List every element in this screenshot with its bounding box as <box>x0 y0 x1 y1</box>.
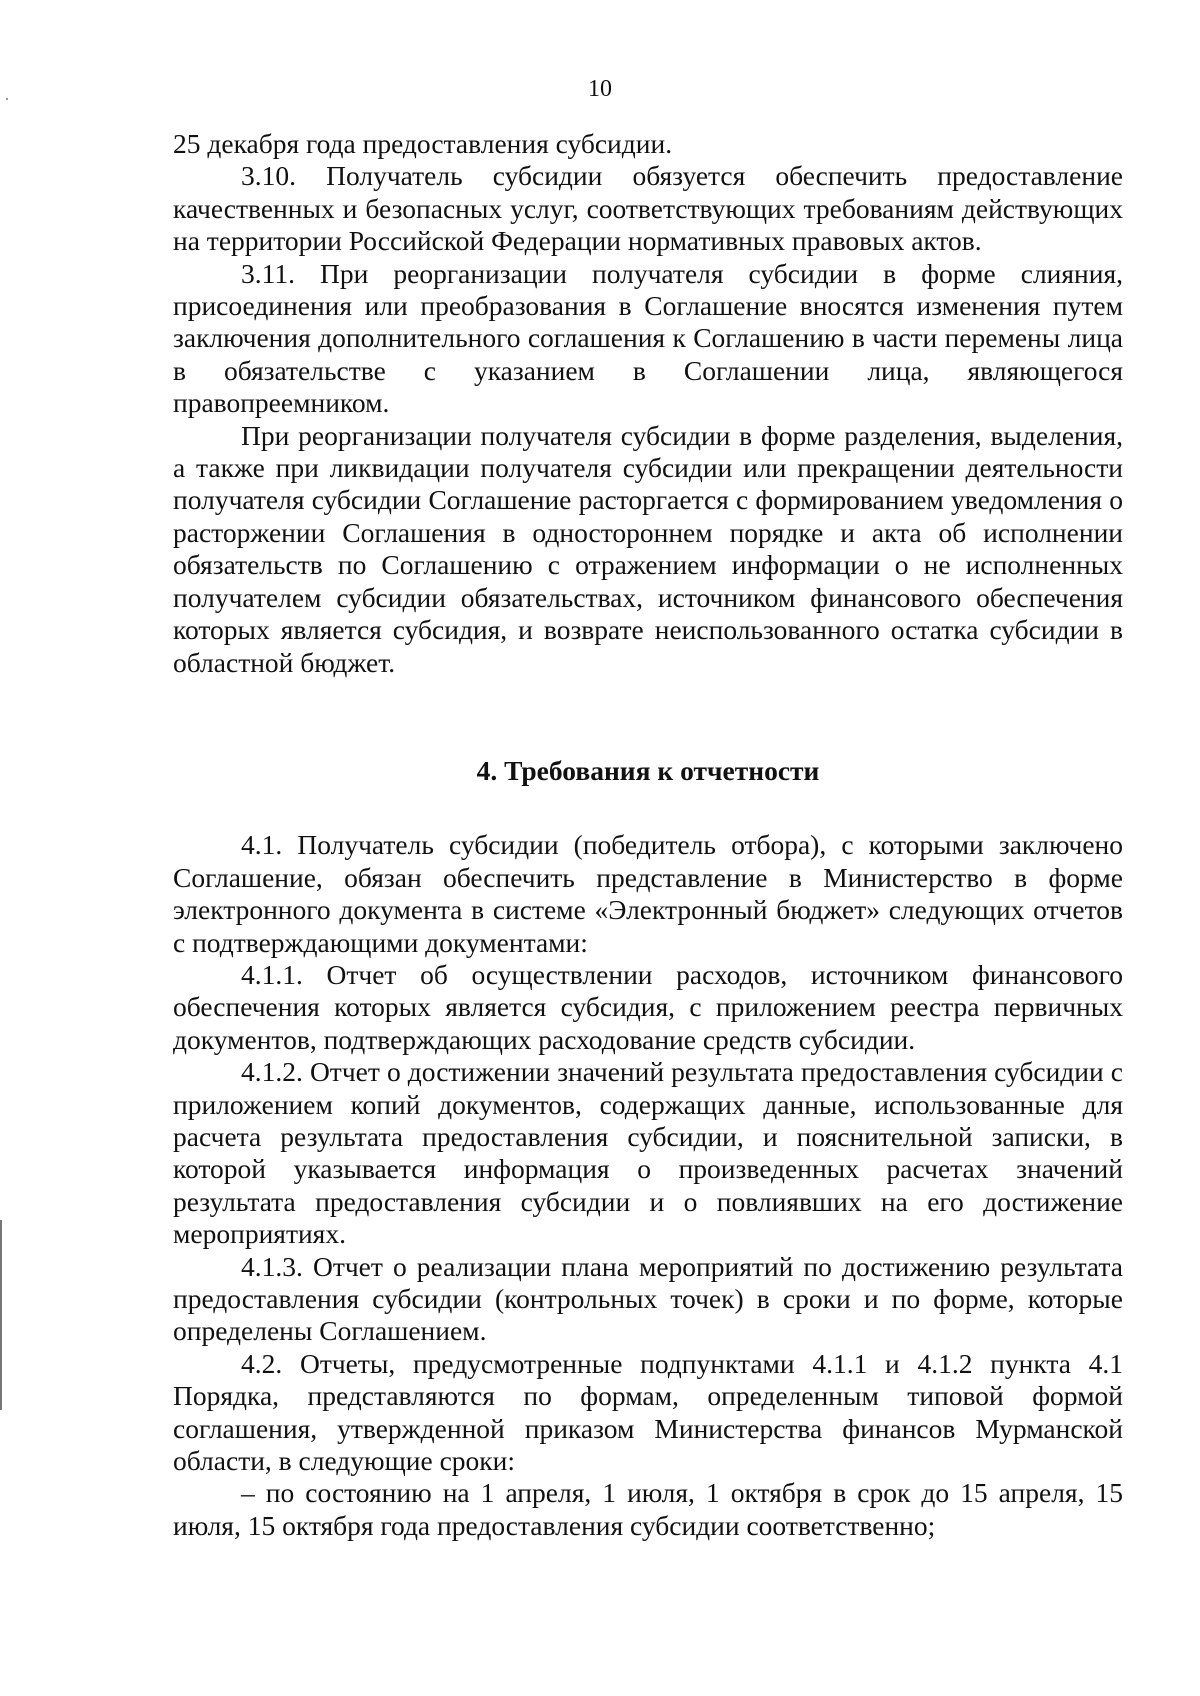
paragraph-4-2: 4.2. Отчеты, предусмотренные подпунктами 4.1.1 и 4.1.2 пункта 4.1 Порядка, представляются по формам, определенным типовой формой соглашения, утвержденной приказом Министерства финансов Мурманской области, в следующие сроки: <box>173 1347 1123 1477</box>
section-heading: 4. Требования к отчетности <box>476 754 820 786</box>
paragraph-reorganization: При реорганизации получателя субсидии в форме разделения, выделения, а также при ликвидации получателя субсидии или прекращении деятельности получателя субсидии Соглашение расторгается с формированием уведомления о расторжении Соглашения в одностороннем порядке и акта об исполнении обязательств по Соглашению с отражением информации о не исполненных получателем субсидии обязательствах, источником финансового обеспечения которых является субсидия, и возврате неиспользованного остатка субсидии в областной бюджет. <box>173 419 1123 678</box>
scan-artifact <box>0 1220 2 1410</box>
paragraph-4-1-2: 4.1.2. Отчет о достижении значений результата предоставления субсидии с приложением копий документов, содержащих данные, использованные для расчета результата предоставления субсидии, и пояснительной записки, в которой указывается информация о произведенных расчетах значений результата предоставления субсидии и о повлиявших на его достижение мероприятиях. <box>173 1056 1123 1250</box>
paragraph-deadlines: – по состоянию на 1 апреля, 1 июля, 1 октября в срок до 15 апреля, 15 июля, 15 октября года предоставления субсидии соответственно; <box>173 1477 1123 1541</box>
paragraph-3-11: 3.11. При реорганизации получателя субсидии в форме слияния, присоединения или преобразования в Соглашение вносятся изменения путем заключения дополнительного соглашения к Соглашению в части перемены лица в обязательстве с указанием в Соглашении лица, являющегося правопреемником. <box>173 257 1123 419</box>
page-number: 10 <box>588 76 612 102</box>
paragraph-3-10: 3.10. Получатель субсидии обязуется обеспечить предоставление качественных и безопасных услуг, соответствующих требованиям действующих на территории Российской Федерации нормативных правовых актов. <box>173 160 1123 257</box>
paragraph-4-1-1: 4.1.1. Отчет об осуществлении расходов, источником финансового обеспечения которых является субсидия, с приложением реестра первичных документов, подтверждающих расходование средств субсидии. <box>173 958 1123 1055</box>
paragraph-4-1: 4.1. Получатель субсидии (победитель отбора), с которыми заключено Соглашение, обязан обеспечить представление в Министерство в форме электронного документа в системе «Электронный бюджет» следующих отчетов с подтверждающими документами: <box>173 829 1123 958</box>
paragraph-4-1-3: 4.1.3. Отчет о реализации плана мероприятий по достижению результата предоставления субсидии (контрольных точек) в сроки и по форме, которые определены Соглашением. <box>173 1250 1123 1347</box>
document-body <box>173 128 1123 1542</box>
paragraph-continuation: 25 декабря года предоставления субсидии. <box>173 128 673 159</box>
